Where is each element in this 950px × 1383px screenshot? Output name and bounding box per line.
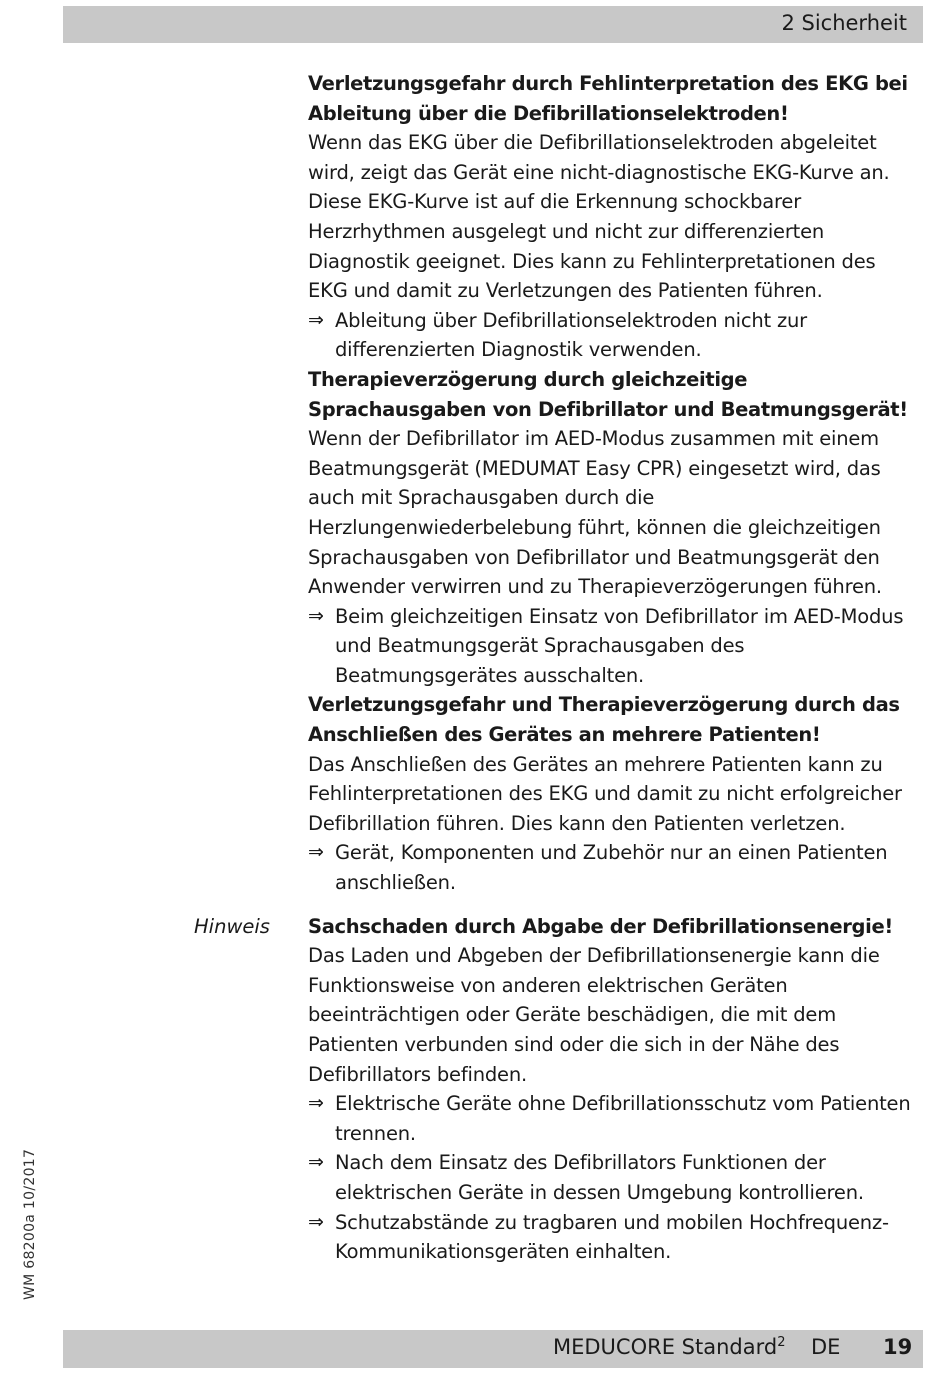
- action-item: [308, 838, 920, 897]
- section-title: 2 Sicherheit: [781, 11, 907, 35]
- page-number: 19: [883, 1335, 913, 1359]
- footer-bar: [63, 1330, 923, 1368]
- warning-block: [308, 365, 920, 691]
- arrow-right-icon: ⇒: [308, 604, 324, 627]
- action-text: Schutzabstände zu tragbaren und mobilen Hochfrequenz-Kommunikationsgeräten einhalten.: [335, 1210, 889, 1264]
- action-item: [308, 1089, 920, 1148]
- arrow-right-icon: ⇒: [308, 308, 324, 331]
- action-text: Ableitung über Defibrillationselektroden nicht zur differenzierten Diagnostik verwenden.: [335, 308, 807, 362]
- language-code: DE: [811, 1335, 841, 1359]
- warning-text: Wenn der Defibrillator im AED-Modus zusammen mit einem Beatmungsgerät (MEDUMAT Easy CPR) eingesetzt wird, das auch mit Sprachausgaben durch die Herzlungenwiederbelebung führt, können die gleichzeitigen Sprachausgaben von Defibrillator und Beatmungsgerät den Anwender verwirren und zu Therapieverzögerungen führen.: [308, 427, 882, 599]
- arrow-right-icon: ⇒: [308, 1151, 324, 1174]
- action-item: [308, 602, 920, 691]
- warning-text: Das Anschließen des Gerätes an mehrere Patienten kann zu Fehlinterpretationen des EKG und damit zu nicht erfolgreicher Defibrillation führen. Dies kann den Patienten verletzen.: [308, 752, 902, 835]
- document-code: WM 68200a 10/2017: [22, 1148, 38, 1300]
- note-block: [194, 912, 920, 1267]
- note-label: Hinweis: [194, 914, 270, 938]
- action-text: Gerät, Komponenten und Zubehör nur an einen Patienten anschließen.: [335, 841, 888, 895]
- product-label: MEDUCORE Standard: [553, 1335, 778, 1359]
- warning-block: [308, 69, 920, 365]
- note-text: Das Laden und Abgeben der Defibrillationsenergie kann die Funktionsweise von anderen elektrischen Geräten beeinträchtigen oder Geräte beschädigen, die mit dem Patienten verbunden sind oder die sich in der Nähe des Defibrillators befinden.: [308, 944, 880, 1086]
- arrow-right-icon: ⇒: [308, 1210, 324, 1233]
- warning-text: Wenn das EKG über die Defibrillationselektroden abgeleitet wird, zeigt das Gerät eine nicht-diagnostische EKG-Kurve an. Diese EKG-Kurve ist auf die Erkennung schockbarer Herzrhythmen ausgelegt und nicht zur differenzierten Diagnostik geeignet. Dies kann zu Fehlinterpretationen des EKG und damit zu Verletzungen des Patienten führen.: [308, 131, 890, 303]
- arrow-right-icon: ⇒: [308, 1092, 324, 1115]
- action-text: Elektrische Geräte ohne Defibrillationsschutz vom Patienten trennen.: [335, 1092, 911, 1145]
- warning-title: Therapieverzögerung durch gleichzeitige Sprachausgaben von Defibrillator und Beatmungsgerät!: [308, 367, 908, 421]
- action-text: Nach dem Einsatz des Defibrillators Funktionen der elektrischen Geräte in dessen Umgebung kontrollieren.: [335, 1151, 864, 1204]
- action-text: Beim gleichzeitigen Einsatz von Defibrillator im AED-Modus und Beatmungsgerät Sprachausgaben des Beatmungsgerätes ausschalten.: [335, 604, 904, 687]
- action-item: [308, 1148, 920, 1207]
- product-name: [553, 1335, 785, 1359]
- action-item: [308, 306, 920, 365]
- note-title: Sachschaden durch Abgabe der Defibrillationsenergie!: [308, 914, 893, 938]
- arrow-right-icon: ⇒: [308, 841, 324, 864]
- header-bar: [63, 6, 923, 43]
- warning-title: Verletzungsgefahr durch Fehlinterpretation des EKG bei Ableitung über die Defibrillationselektroden!: [308, 72, 908, 125]
- main-content: [194, 69, 920, 1267]
- action-item: [308, 1208, 920, 1267]
- warning-block: [308, 690, 920, 897]
- product-superscript: 2: [777, 1335, 786, 1350]
- warning-title: Verletzungsgefahr und Therapieverzögerung durch das Anschließen des Gerätes an mehrere Patienten!: [308, 693, 900, 747]
